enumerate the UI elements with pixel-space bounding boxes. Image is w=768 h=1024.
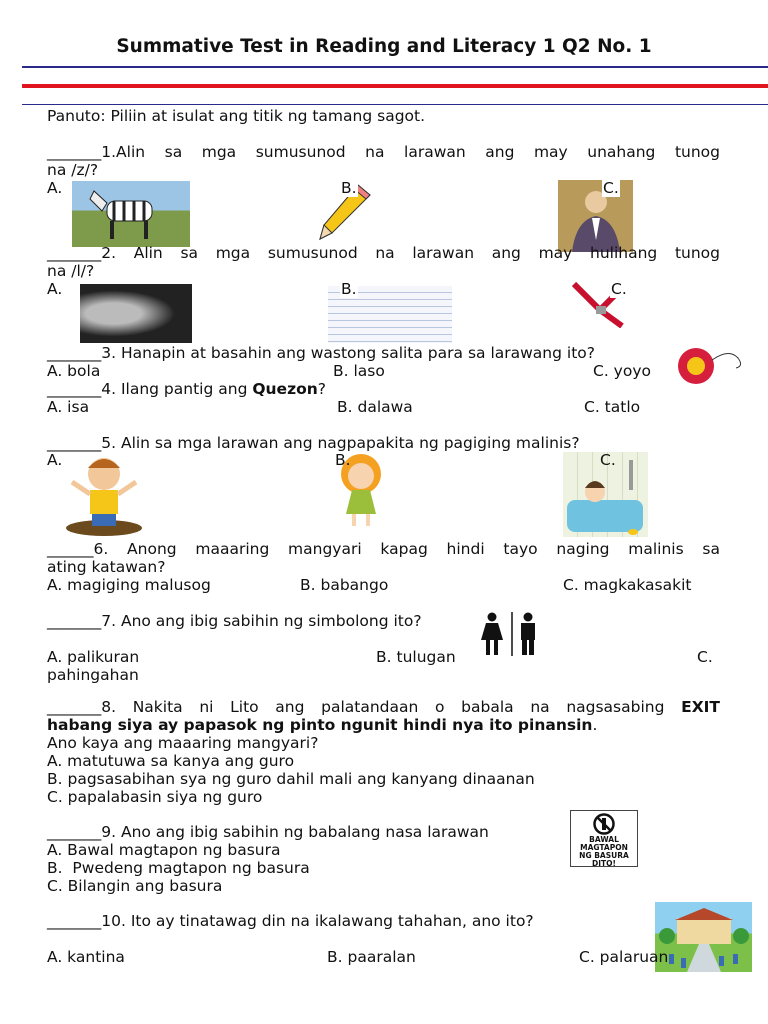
option-a: A.: [47, 179, 63, 197]
option-a: A. magiging malusog: [47, 576, 211, 594]
question-text: 6. Anong maaaring mangyari kapag hindi tayo naging malinis sa: [93, 540, 720, 558]
answer-blank: _______: [47, 143, 102, 161]
option-b: B.: [335, 451, 351, 469]
option-b: B.: [341, 179, 357, 197]
option-c: C.: [611, 280, 627, 298]
question-4: [47, 380, 326, 398]
option-a: A. kantina: [47, 948, 125, 966]
option-b: B. Pwedeng magtapon ng basura: [47, 859, 310, 877]
answer-blank: _______: [47, 912, 102, 930]
answer-blank: _______: [47, 434, 102, 452]
question-5: [47, 434, 580, 452]
question-1: [47, 143, 720, 161]
question-text: Ano kaya ang maaaring mangyari?: [47, 734, 319, 752]
question-text: 3. Hanapin at basahin ang wastong salita para sa larawang ito?: [101, 344, 595, 362]
yoyo-image: [674, 346, 746, 386]
option-a: A.: [47, 280, 63, 298]
question-text: 5. Alin sa mga larawan ang nagpapakita ng pagiging malinis?: [101, 434, 580, 452]
option-c: C. yoyo: [593, 362, 651, 380]
option-c: C. magkakasakit: [563, 576, 692, 594]
restroom-symbol-icon: [476, 612, 544, 656]
answer-blank: _______: [47, 612, 102, 630]
option-a: A. isa: [47, 398, 90, 416]
option-a: A. palikuran: [47, 648, 140, 666]
answer-blank: _______: [47, 823, 102, 841]
question-9: [47, 823, 489, 841]
question-text: 1.Alin sa mga sumusunod na larawan ang may unahang tunog: [101, 143, 720, 161]
option-a: A. matutuwa sa kanya ang guro: [47, 752, 295, 770]
question-text: 10. Ito ay tinatawag din na ikalawang tahahan, ano ito?: [101, 912, 534, 930]
no-littering-icon: [589, 813, 619, 835]
answer-blank: _______: [47, 698, 102, 716]
option-c: C.: [697, 648, 713, 666]
girl-image: [322, 452, 400, 530]
question-10: [47, 912, 534, 930]
divider-blue-top: [22, 66, 768, 68]
question-text: ?: [317, 380, 327, 398]
divider-blue-bottom: [22, 104, 768, 105]
question-2: [47, 244, 720, 262]
question-text: na /z/?: [47, 161, 99, 179]
option-c: C. palaruan: [579, 948, 669, 966]
question-text: 7. Ano ang ibig sabihin ng simbolong ito?: [101, 612, 422, 630]
option-c: C.: [603, 179, 619, 197]
page-title: Summative Test in Reading and Literacy 1 Q2 No. 1: [116, 36, 652, 57]
question-keyword: habang siya ay papasok ng pinto ngunit hindi nya ito pinansin: [47, 716, 593, 734]
option-c-text: pahingahan: [47, 666, 139, 684]
option-b: B. paaralan: [327, 948, 416, 966]
option-b: B. tulugan: [376, 648, 456, 666]
instruction: Panuto: Piliin at isulat ang titik ng tamang sagot.: [47, 107, 426, 125]
option-c: C. Bilangin ang basura: [47, 877, 223, 895]
sign-text: BAWAL MAGTAPON NG BASURA DITO!: [579, 835, 629, 867]
question-6: [47, 540, 720, 558]
question-text: na /l/?: [47, 262, 95, 280]
question-text: ating katawan?: [47, 558, 166, 576]
option-b: B. laso: [333, 362, 385, 380]
portrait-image: [558, 180, 633, 252]
question-text: .: [592, 716, 598, 734]
answer-blank: _______: [47, 380, 102, 398]
option-a: A. Bawal magtapon ng basura: [47, 841, 281, 859]
xray-image: [80, 284, 192, 343]
option-c: C. papalabasin siya ng guro: [47, 788, 263, 806]
question-text: 9. Ano ang ibig sabihin ng babalang nasa larawan: [101, 823, 489, 841]
answer-blank: _______: [47, 344, 102, 362]
question-8-line2: [47, 716, 597, 734]
dirty-boy-image: [62, 452, 146, 536]
question-text: 2. Alin sa mga sumusunod na larawan ang may hulihang tunog: [101, 244, 720, 262]
option-c: C. tatlo: [584, 398, 641, 416]
option-b: B.: [341, 280, 357, 298]
answer-blank: _______: [47, 244, 102, 262]
option-a: A.: [47, 451, 63, 469]
question-3: [47, 344, 595, 362]
option-b: B. babango: [300, 576, 389, 594]
option-c: C.: [600, 451, 616, 469]
zebra-image: [72, 181, 190, 247]
question-7: [47, 612, 422, 630]
question-keyword: Quezon: [252, 380, 318, 398]
question-8: [47, 698, 720, 716]
question-text: 8. Nakita ni Lito ang palatandaan o babala na nagsasabing: [101, 698, 682, 716]
divider-red: [22, 84, 768, 88]
no-littering-sign: [570, 810, 638, 867]
option-a: A. bola: [47, 362, 101, 380]
question-keyword: EXIT: [681, 698, 720, 716]
answer-blank: ______: [47, 540, 94, 558]
school-image: [655, 902, 752, 972]
option-b: B. pagsasabihan sya ng guro dahil mali ang kanyang dinaanan: [47, 770, 535, 788]
question-text: 4. Ilang pantig ang: [101, 380, 253, 398]
option-b: B. dalawa: [337, 398, 413, 416]
